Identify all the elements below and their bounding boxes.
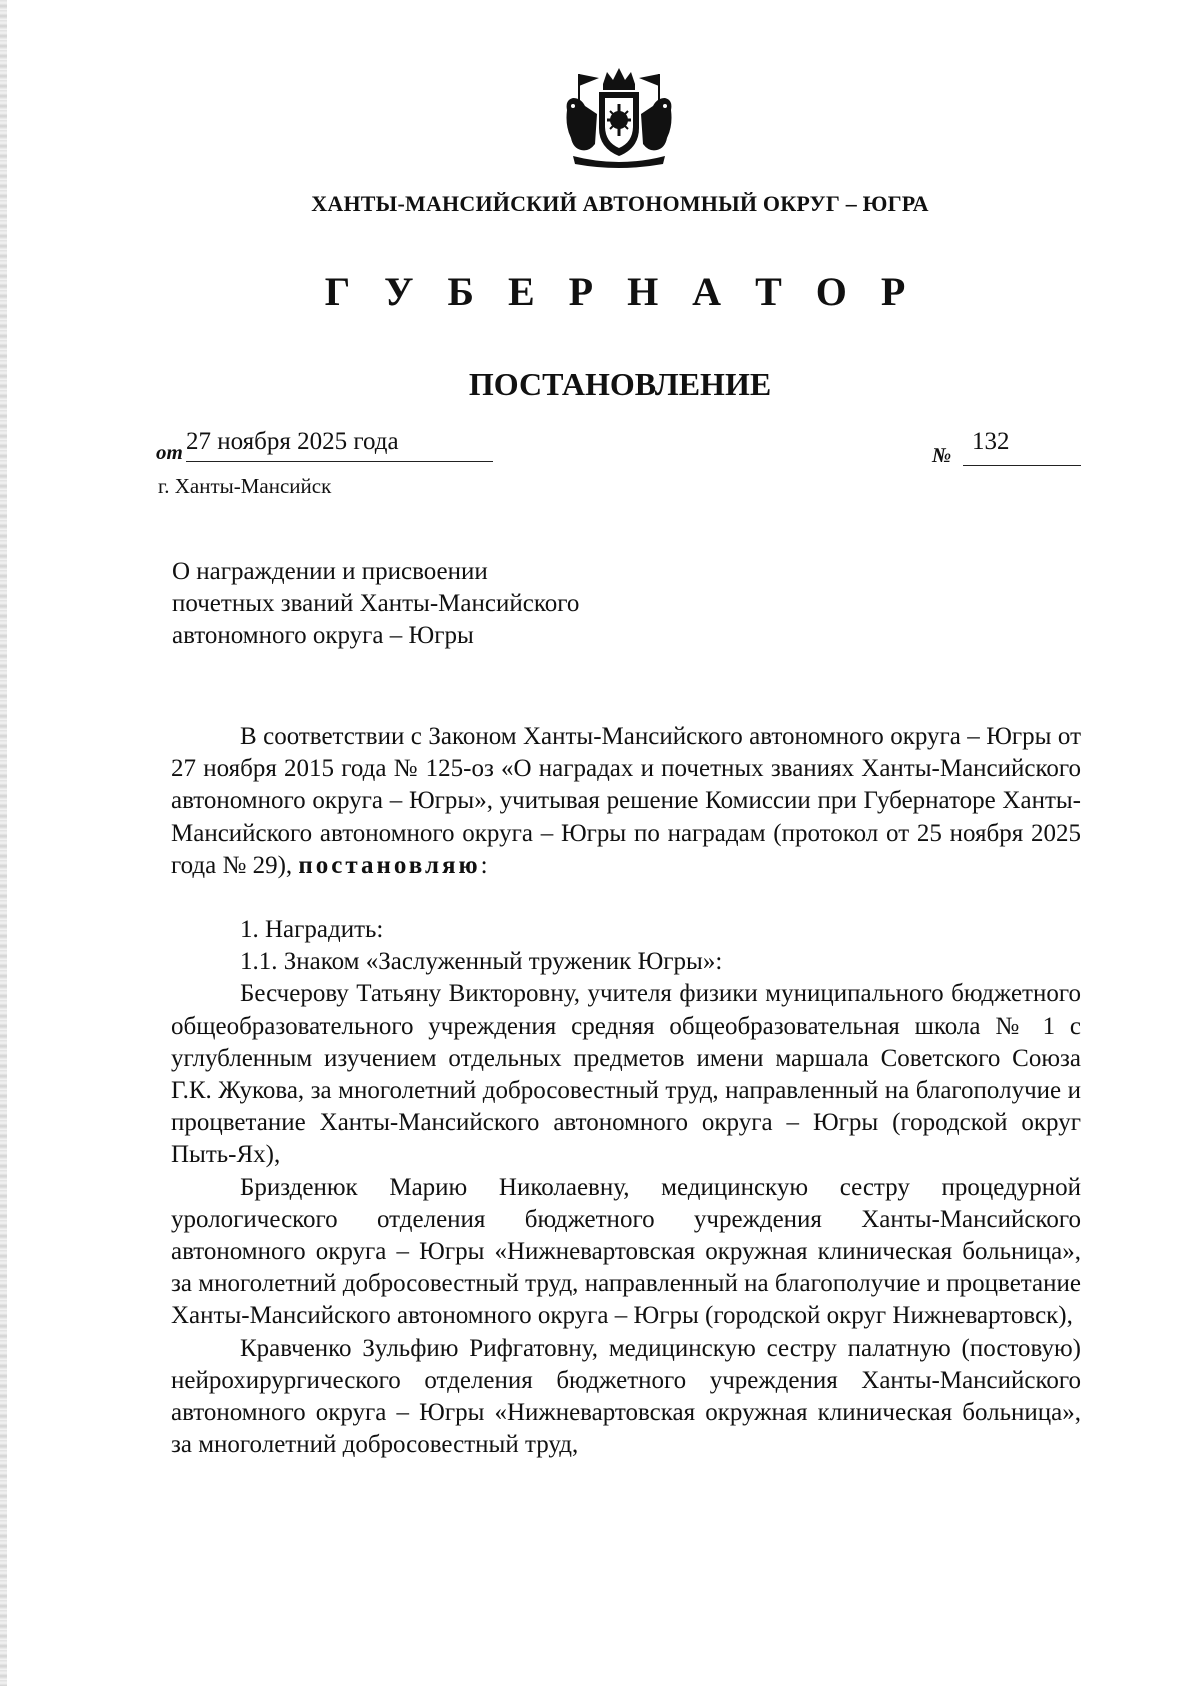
document-body	[171, 721, 1081, 1461]
subject-line: О награждении и присвоении	[172, 558, 488, 585]
item-1-1: 1.1. Знаком «Заслуженный труженик Югры»:	[240, 948, 723, 976]
governor-heading: Г У Б Е Р Н А Т О Р	[324, 269, 918, 314]
date-prefix: от	[156, 440, 183, 464]
document-subject	[172, 556, 579, 652]
subject-line: почетных званий Ханты-Мансийского	[172, 590, 580, 617]
city: г. Ханты-Мансийск	[158, 474, 332, 498]
decree-word: постановляю	[298, 851, 481, 879]
award-paragraph: Бризденюк Марию Николаевну, медицинскую сестру процедурной урологического отделения бюджетного учреждения Ханты-Мансийского автономного округа – Югры «Нижневартовская окружная клиническая больница», за многолетний добросовестный труд, направленный на благополучие и процветание Ханты-Мансийского автономного округа – Югры (городской округ Нижневартовск),	[171, 1173, 1081, 1330]
item-1: 1. Наградить:	[240, 916, 384, 944]
region-title: ХАНТЫ-МАНСИЙСКИЙ АВТОНОМНЫЙ ОКРУГ – ЮГРА	[311, 191, 929, 216]
coat-of-arms-emblem	[559, 66, 679, 170]
paragraph-gap	[171, 882, 1081, 914]
preamble-paragraph: В соответствии с Законом Ханты-Мансийского автономного округа – Югры от 27 ноября 2015 года № 125-оз «О наградах и почетных званиях Ханты-Мансийского автономного округа – Югры», учитывая решение Комиссии при Губернаторе Ханты-Мансийского автономного округа – Югры по наградам (протокол от 25 ноября 2025 года № 29), постановляю:	[171, 723, 1081, 879]
decree-colon: :	[480, 851, 488, 879]
number-prefix: №	[932, 443, 952, 467]
document-date: 27 ноября 2025 года	[186, 428, 399, 455]
award-paragraph: Кравченко Зульфию Рифгатовну, медицинскую сестру палатную (постовую) нейрохирургического отделения бюджетного учреждения Ханты-Мансийского автономного округа – Югры «Нижневартовская окружная клиническая больница», за многолетний добросовестный труд,	[171, 1334, 1081, 1459]
subject-line: автономного округа – Югры	[172, 622, 474, 649]
award-paragraph: Бесчерову Татьяну Викторовну, учителя физики муниципального бюджетного общеобразовательного учреждения средняя общеобразовательная школа № 1 с углубленным изучением отдельных предметов имени маршала Советского Союза Г.К. Жукова, за многолетний добросовестный труд, направленный на благополучие и процветание Ханты-Мансийского автономного округа – Югры (городской округ Пыть-Ях),	[171, 980, 1081, 1169]
document-number: 132	[972, 428, 1010, 455]
document-type-heading: ПОСТАНОВЛЕНИЕ	[468, 366, 772, 402]
